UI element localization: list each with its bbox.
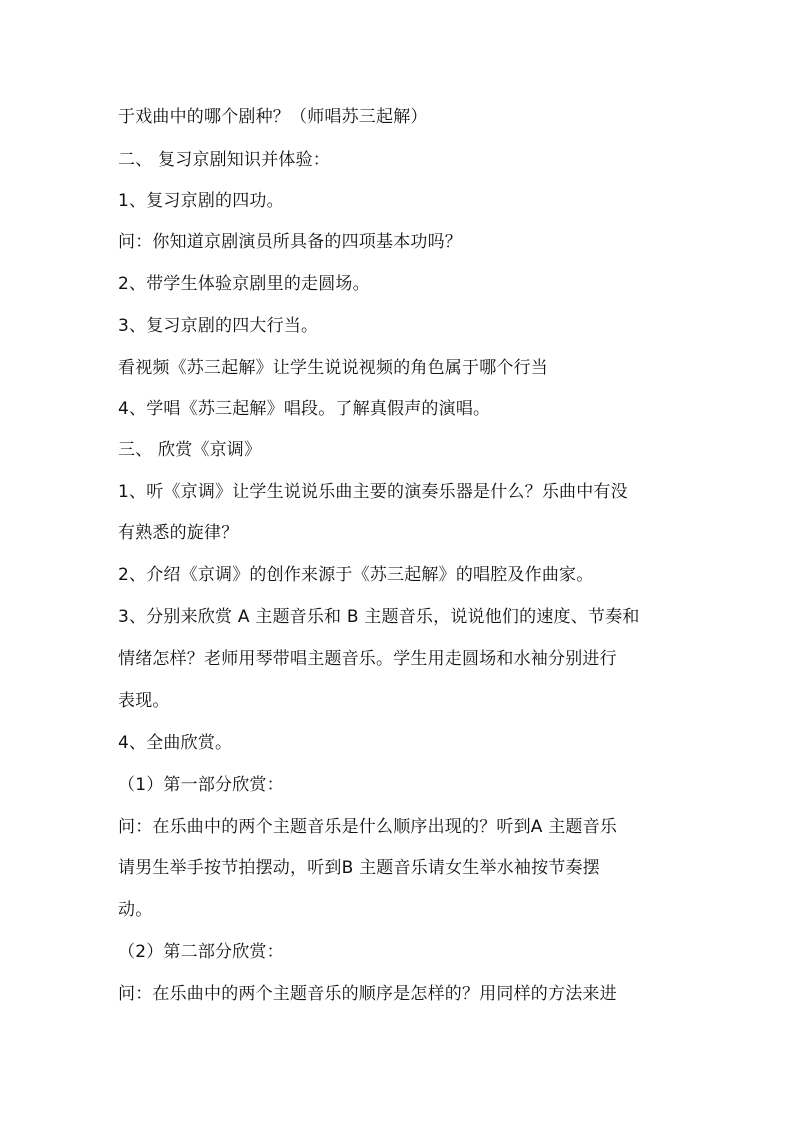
- text-line: 2、带学生体验京剧里的走圆场。: [118, 274, 370, 294]
- section-heading: 二、 复习京剧知识并体验：: [118, 150, 331, 170]
- text-line: 3、复习京剧的四大行当。: [118, 316, 319, 336]
- text-line: 4、学唱《苏三起解》唱段。了解真假声的演唱。: [118, 399, 491, 419]
- text-line: 看视频《苏三起解》让学生说说视频的角色属于哪个行当: [118, 358, 548, 378]
- subsection-heading: （2）第二部分欣赏：: [118, 942, 284, 962]
- text-line: 问：在乐曲中的两个主题音乐是什么顺序出现的？听到A 主题音乐: [118, 817, 618, 837]
- text-line: 问：在乐曲中的两个主题音乐的顺序是怎样的？用同样的方法来进: [118, 984, 617, 1004]
- text-line: 1、听《京调》让学生说说乐曲主要的演奏乐器是什么？乐曲中有没: [118, 482, 628, 502]
- text-line: 2、介绍《京调》的创作来源于《苏三起解》的唱腔及作曲家。: [118, 565, 594, 585]
- text-line: 3、分别来欣赏 A 主题音乐和 B 主题音乐，说说他们的速度、节奏和: [118, 607, 640, 627]
- section-heading: 三、 欣赏《京调》: [118, 440, 262, 460]
- text-line: 于戏曲中的哪个剧种？（师唱苏三起解）: [118, 107, 428, 127]
- text-line: 问：你知道京剧演员所具备的四项基本功吗？: [118, 232, 462, 252]
- text-line: 情绪怎样？老师用琴带唱主题音乐。学生用走圆场和水袖分别进行: [118, 649, 617, 669]
- text-line: 表现。: [118, 691, 170, 711]
- text-line: 动。: [118, 900, 153, 920]
- subsection-heading: （1）第一部分欣赏：: [118, 775, 284, 795]
- text-line: 1、复习京剧的四功。: [118, 191, 284, 211]
- text-line: 4、全曲欣赏。: [118, 733, 233, 753]
- text-line: 有熟悉的旋律？: [118, 523, 239, 543]
- text-line: 请男生举手按节拍摆动，听到B 主题音乐请女生举水袖按节奏摆: [118, 858, 600, 878]
